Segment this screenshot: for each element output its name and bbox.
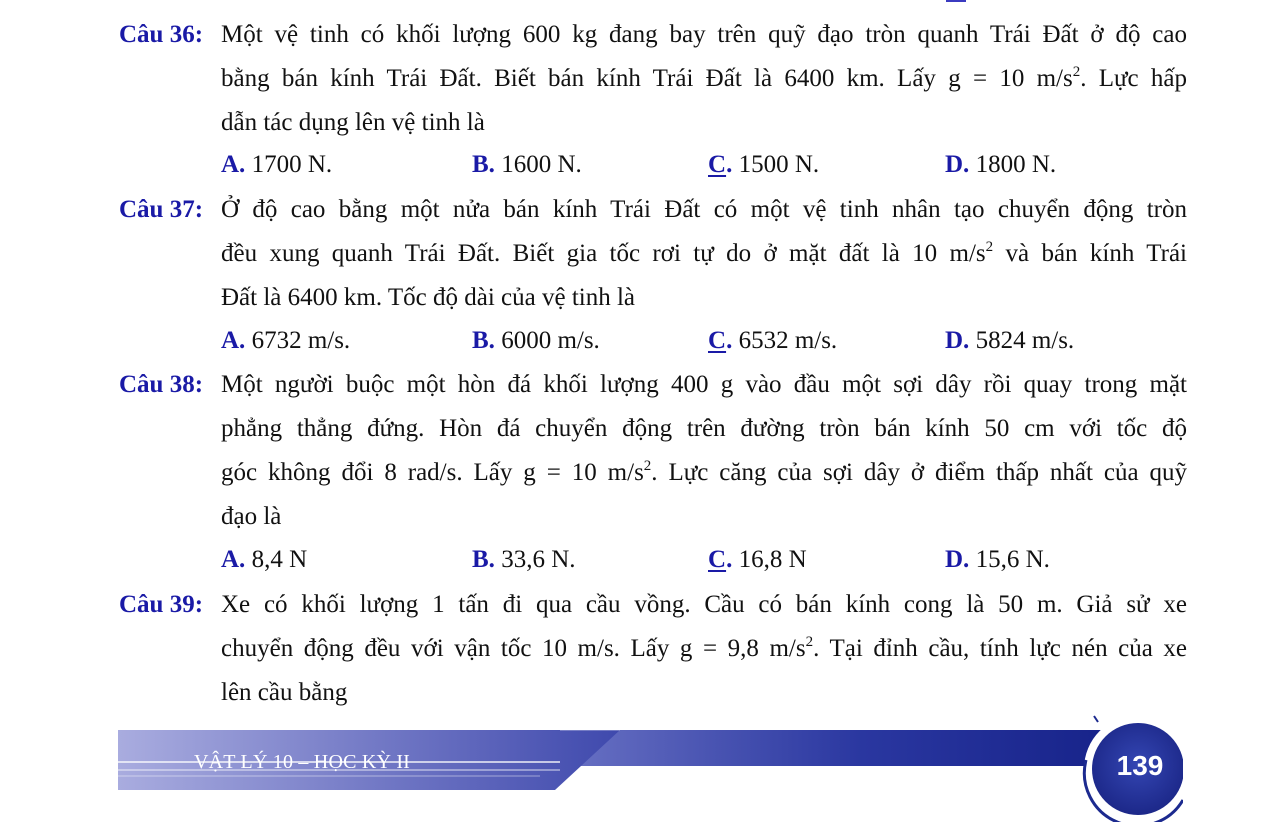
question-39-text (221, 583, 1187, 715)
question-36-option-d (945, 143, 1056, 187)
question-39-label: Câu 39: (119, 591, 204, 618)
question-38-line-2: phẳng thẳng đứng. Hòn đá chuyển động trên đường tròn bán kính 50 cm với tốc độ (221, 415, 1187, 442)
option-text: 33,6 N. (494, 546, 576, 573)
option-letter: A. (221, 327, 246, 354)
question-36-line-2 (221, 57, 1187, 101)
option-text: 1800 N. (969, 151, 1057, 178)
option-letter: D. (945, 327, 970, 354)
question-37-option-a (221, 319, 350, 363)
option-text: 8,4 N (245, 546, 308, 573)
question-38-label: Câu 38: (119, 371, 204, 398)
question-36-option-a (221, 143, 332, 187)
question-37-line-2-tail: và bán kính Trái (993, 240, 1187, 267)
question-36-text (221, 13, 1187, 145)
option-letter-correct: C (708, 151, 727, 178)
option-letter: B. (472, 151, 495, 178)
question-39-line-3: lên cầu bằng (221, 679, 348, 706)
question-38-option-a (221, 538, 307, 582)
option-text: 1700 N. (245, 151, 333, 178)
question-37-line-2-text: đều xung quanh Trái Đất. Biết gia tốc rơi tự do ở mặt đất là 10 m/s (221, 240, 986, 267)
question-39-line-2 (221, 627, 1187, 671)
question-37-line-2 (221, 232, 1187, 276)
option-text: 1500 N. (732, 151, 820, 178)
option-letter: B. (472, 327, 495, 354)
question-38-line-3-text: góc không đổi 8 rad/s. Lấy g = 10 m/s (221, 459, 644, 486)
question-37-option-c (708, 319, 837, 363)
question-38-option-b (472, 538, 576, 582)
question-36-line-2-tail: . Lực hấp (1080, 65, 1187, 92)
question-36-line-1: Một vệ tinh có khối lượng 600 kg đang bay trên quỹ đạo tròn quanh Trái Đất ở độ cao (221, 21, 1187, 48)
question-36-line-2-text: bằng bán kính Trái Đất. Biết bán kính Trái Đất là 6400 km. Lấy g = 10 m/s (221, 65, 1073, 92)
superscript: 2 (643, 458, 652, 474)
option-letter-dot: . (726, 546, 733, 573)
question-37-line-1: Ở độ cao bằng một nửa bán kính Trái Đất có một vệ tinh nhân tạo chuyển động tròn (221, 196, 1187, 223)
page-footer (0, 700, 1275, 822)
page-number: 139 (1116, 750, 1164, 781)
question-37-label: Câu 37: (119, 196, 204, 223)
option-letter: B. (472, 546, 495, 573)
question-37-option-d (945, 319, 1074, 363)
option-text: 15,6 N. (969, 546, 1050, 573)
question-39-line-2-tail: . Tại đỉnh cầu, tính lực nén của xe (813, 635, 1187, 662)
footer-title: VẬT LÝ 10 – HỌC KỲ II (194, 751, 411, 773)
option-text: 6000 m/s. (494, 327, 600, 354)
question-36-line-3: dẫn tác dụng lên vệ tinh là (221, 109, 485, 136)
option-text: 1600 N. (494, 151, 582, 178)
superscript: 2 (985, 239, 994, 255)
option-text: 16,8 N (732, 546, 807, 573)
footer-banner-graphic (0, 700, 1275, 822)
question-37-line-3: Đất là 6400 km. Tốc độ dài của vệ tinh là (221, 284, 636, 311)
question-38-line-3 (221, 451, 1187, 495)
option-text: 6732 m/s. (245, 327, 351, 354)
superscript: 2 (805, 634, 814, 650)
question-38-line-4: đạo là (221, 503, 282, 530)
question-38-text (221, 363, 1187, 539)
question-36-label: Câu 36: (119, 21, 204, 48)
question-38-option-c (708, 538, 807, 582)
question-38-line-3-tail: . Lực căng của sợi dây ở điểm thấp nhất của quỹ (651, 459, 1187, 486)
option-letter: D. (945, 151, 970, 178)
option-letter: A. (221, 151, 246, 178)
option-text: 5824 m/s. (969, 327, 1075, 354)
question-38-line-1: Một người buộc một hòn đá khối lượng 400 g vào đầu một sợi dây rồi quay trong mặt (221, 371, 1187, 398)
option-letter: D. (945, 546, 970, 573)
option-letter-dot: . (726, 327, 733, 354)
superscript: 2 (1072, 64, 1081, 80)
question-37-text (221, 188, 1187, 320)
question-36-option-b (472, 143, 582, 187)
option-letter-correct: C (708, 546, 727, 573)
top-edge-mark (946, 0, 966, 2)
question-39-line-1: Xe có khối lượng 1 tấn đi qua cầu vồng. Cầu có bán kính cong là 50 m. Giả sử xe (221, 591, 1187, 618)
question-36-option-c (708, 143, 819, 187)
option-text: 6532 m/s. (732, 327, 838, 354)
question-39-line-2-text: chuyển động đều với vận tốc 10 m/s. Lấy g = 9,8 m/s (221, 635, 806, 662)
option-letter-dot: . (726, 151, 733, 178)
question-37-option-b (472, 319, 600, 363)
option-letter-correct: C (708, 327, 727, 354)
question-38-option-d (945, 538, 1050, 582)
option-letter: A. (221, 546, 246, 573)
